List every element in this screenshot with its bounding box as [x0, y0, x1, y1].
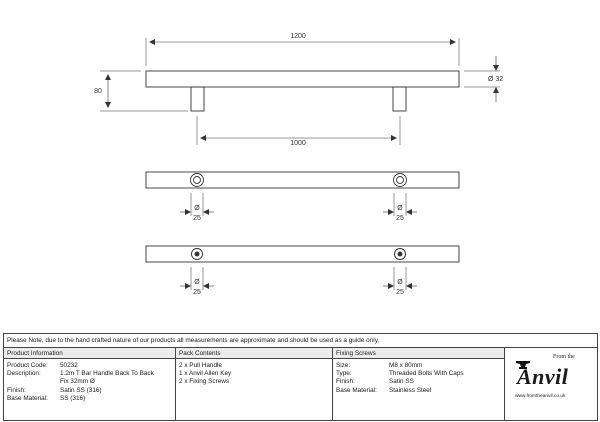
fixing-hole-outer-left-1: [191, 174, 204, 187]
pack-item: 2 x Fixing Screws: [179, 378, 230, 386]
pack-item: 1 x Anvil Allen Key: [179, 370, 232, 378]
handle-bar-plan-2: [146, 246, 459, 262]
finish-label: Finish:: [7, 386, 26, 394]
screw-size-label: Size:: [336, 362, 351, 369]
fix-diameter-symbol-1a: Ø: [194, 205, 200, 212]
fixing-hole-outer-right-1: [394, 174, 407, 187]
fixing-screws-heading: Fixing Screws: [333, 348, 504, 359]
screw-base-material-label: Base Material:: [336, 386, 377, 394]
product-code-value: 50232: [60, 362, 78, 369]
product-information-heading: Product Information: [4, 348, 175, 359]
screw-type-value: Threaded Bolts With Caps: [389, 370, 464, 378]
finish-value: Satin SS (316): [60, 386, 102, 394]
base-material-label: Base Material:: [7, 394, 48, 402]
description-value-line2: Fix 32mm Ø: [60, 378, 95, 386]
pack-item: 2 x Pull Handle: [179, 362, 222, 369]
from-the-anvil-logo: [513, 354, 593, 414]
handle-bar-side: [146, 71, 459, 87]
screw-finish-value: Satin SS: [389, 378, 414, 386]
fixing-hole-inner-right-1: [397, 177, 404, 184]
fixing-hole-inner-right-2: [398, 252, 402, 256]
product-code-label: Product Code:: [7, 362, 48, 369]
base-material-value: SS (316): [60, 394, 86, 402]
screw-type-label: Type:: [336, 370, 352, 378]
fix-diameter-value-2a: 25: [193, 289, 201, 296]
standoff-right: [393, 87, 406, 111]
overall-length-label: 1200: [290, 33, 306, 40]
screw-size-value: M8 x 80mm: [389, 362, 423, 369]
fixing-hole-inner-left-2: [195, 252, 199, 256]
logo-url: www.fromtheanvil.co.uk: [515, 394, 566, 399]
fix-diameter-symbol-1b: Ø: [397, 205, 403, 212]
fix-diameter-value-2b: 25: [396, 289, 404, 296]
height-label: 80: [94, 88, 102, 95]
plan-view-bottom: [146, 246, 459, 290]
description-label: Description:: [7, 370, 41, 378]
screw-finish-label: Finish:: [336, 378, 355, 386]
plan-view-top: [146, 172, 459, 216]
fixing-screws-panel: [333, 348, 505, 421]
description-value: 1.2m T Bar Handle Back To Back: [60, 370, 154, 378]
specification-table: [3, 333, 598, 421]
screw-base-material-value: Stainless Steel: [389, 386, 432, 394]
logo-from-the: From the: [553, 354, 575, 360]
logo-brand: Anvil: [517, 364, 569, 389]
standoff-left: [191, 87, 204, 111]
pack-contents-panel: [176, 348, 333, 421]
fix-diameter-symbol-2a: Ø: [194, 279, 200, 286]
fix-diameter-symbol-2b: Ø: [397, 279, 403, 286]
side-elevation: [100, 38, 500, 145]
fixing-hole-inner-left-1: [194, 177, 201, 184]
bar-diameter-label: Ø 32: [488, 76, 504, 83]
pack-contents-heading: Pack Contents: [176, 348, 332, 359]
product-information-panel: [4, 348, 176, 421]
centres-label: 1000: [290, 140, 306, 147]
brand-logo-panel: [505, 348, 597, 421]
disclaimer-note: Please Note, due to the hand crafted nature of our products all measurements are approximate and should be used as a guide only.: [4, 334, 597, 348]
fix-diameter-value-1a: 25: [193, 215, 201, 222]
fix-diameter-value-1b: 25: [396, 215, 404, 222]
